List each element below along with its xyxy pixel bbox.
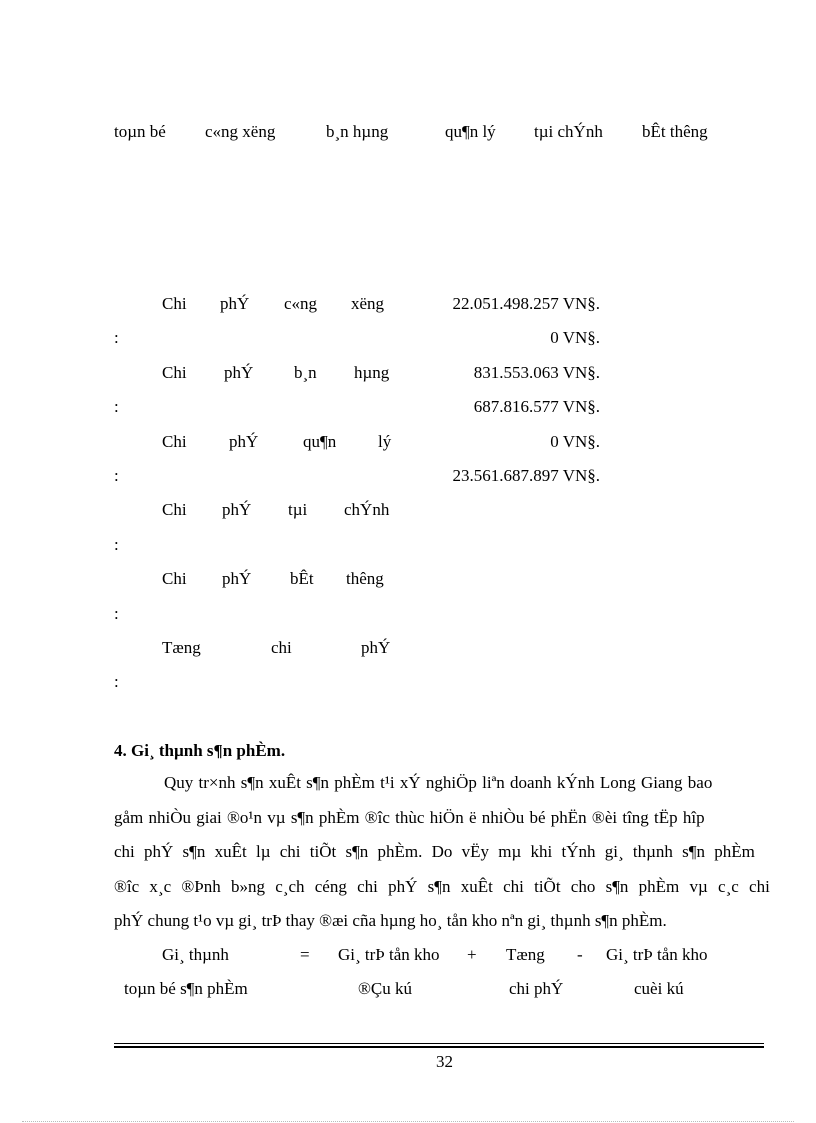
heading-word: tµi chÝnh — [534, 122, 603, 141]
colon: : — [114, 328, 119, 347]
cost-label-word: Chi — [162, 569, 187, 588]
heading-word: bÊt thêng — [642, 122, 708, 141]
formula-term: Gi¸ trÞ tån kho — [606, 945, 708, 964]
colon: : — [114, 466, 119, 485]
cost-label-word: phÝ — [222, 569, 252, 588]
cost-label-word: Chi — [162, 294, 187, 313]
heading-word: toµn bé — [114, 122, 166, 141]
formula-term: toµn bé s¶n phÈm — [124, 979, 248, 998]
formula-term: ®Çu kú — [358, 979, 413, 998]
cost-label-word: phÝ — [361, 638, 391, 657]
formula-term: cuèi kú — [634, 979, 684, 998]
formula-operator: + — [467, 945, 477, 964]
paragraph-line: chi phÝ s¶n xuÊt lµ chi tiÕt s¶n phÈm. Do vËy mµ khi tÝnh gi¸ thµnh s¶n phÈm — [114, 842, 755, 861]
colon: : — [114, 397, 119, 416]
paragraph-line: ®îc x¸c ®Þnh b»ng c¸ch céng chi phÝ s¶n xuÊt chi tiÕt cho s¶n phÈm vµ c¸c chi — [114, 876, 770, 896]
formula-operator: = — [300, 945, 310, 964]
cost-value: 831.553.063 VN§. — [473, 363, 600, 382]
cost-value: 687.816.577 VN§. — [473, 397, 600, 416]
footer-rule-thick — [114, 1046, 764, 1048]
cost-label-word: hµng — [354, 363, 390, 382]
cost-value: 22.051.498.257 VN§. — [452, 294, 600, 313]
paragraph-line: gåm nhiÒu giai ®o¹n vµ s¶n phÈm ®îc thùc hiÖn ë nhiÒu bé phËn ®èi tîng tËp hîp — [114, 807, 705, 827]
formula-operator: - — [577, 945, 583, 964]
cost-label-word: phÝ — [224, 363, 254, 382]
formula-term: Gi¸ thµnh — [162, 945, 229, 964]
cost-label-word: Chi — [162, 363, 187, 382]
body-paragraph — [114, 766, 770, 939]
formula-term: Gi¸ trÞ tån kho — [338, 945, 440, 964]
cost-label-word: chÝnh — [344, 500, 390, 519]
cost-label-word: Tæng — [162, 638, 201, 657]
cost-value: 0 VN§. — [550, 328, 600, 347]
cost-label-word: Chi — [162, 432, 187, 451]
formula-term: Tæng — [506, 945, 545, 964]
cost-label-word: qu¶n — [303, 432, 337, 451]
heading-word: c«ng xëng — [205, 122, 276, 141]
cost-label-word: b¸n — [294, 363, 317, 382]
colon: : — [114, 535, 119, 554]
cost-label-word: phÝ — [229, 432, 259, 451]
cost-label-word: phÝ — [222, 500, 252, 519]
cost-label-word: c«ng — [284, 294, 318, 313]
heading-word: qu¶n lý — [445, 122, 496, 141]
page-edge-divider — [22, 1121, 794, 1122]
cost-label-word: tµi — [288, 500, 308, 519]
section-title: 4. Gi¸ thµnh s¶n phÈm. — [114, 741, 286, 760]
formula-term: chi phÝ — [509, 979, 564, 998]
footer-rule — [114, 1043, 764, 1044]
colon: : — [114, 672, 119, 691]
cost-label-word: thêng — [346, 569, 384, 588]
page-number: 32 — [436, 1052, 453, 1071]
cost-label-word: xëng — [351, 294, 385, 313]
paragraph-line: phÝ chung t¹o vµ gi¸ trÞ thay ®æi cña hµng ho¸ tån kho nªn gi¸ thµnh s¶n phÈm. — [114, 911, 667, 930]
cost-label-word: phÝ — [220, 294, 250, 313]
cost-value: 0 VN§. — [550, 432, 600, 451]
cost-label-word: lý — [378, 432, 392, 451]
colon: : — [114, 604, 119, 623]
cost-value: 23.561.687.897 VN§. — [452, 466, 600, 485]
cost-label-word: bÊt — [290, 569, 314, 588]
heading-word: b¸n hµng — [326, 122, 389, 141]
cost-label-word: Chi — [162, 500, 187, 519]
paragraph-line: Quy tr×nh s¶n xuÊt s¶n phÈm t¹i xÝ nghiÖp liªn doanh kÝnh Long Giang bao — [164, 773, 713, 792]
cost-label-word: chi — [271, 638, 292, 657]
